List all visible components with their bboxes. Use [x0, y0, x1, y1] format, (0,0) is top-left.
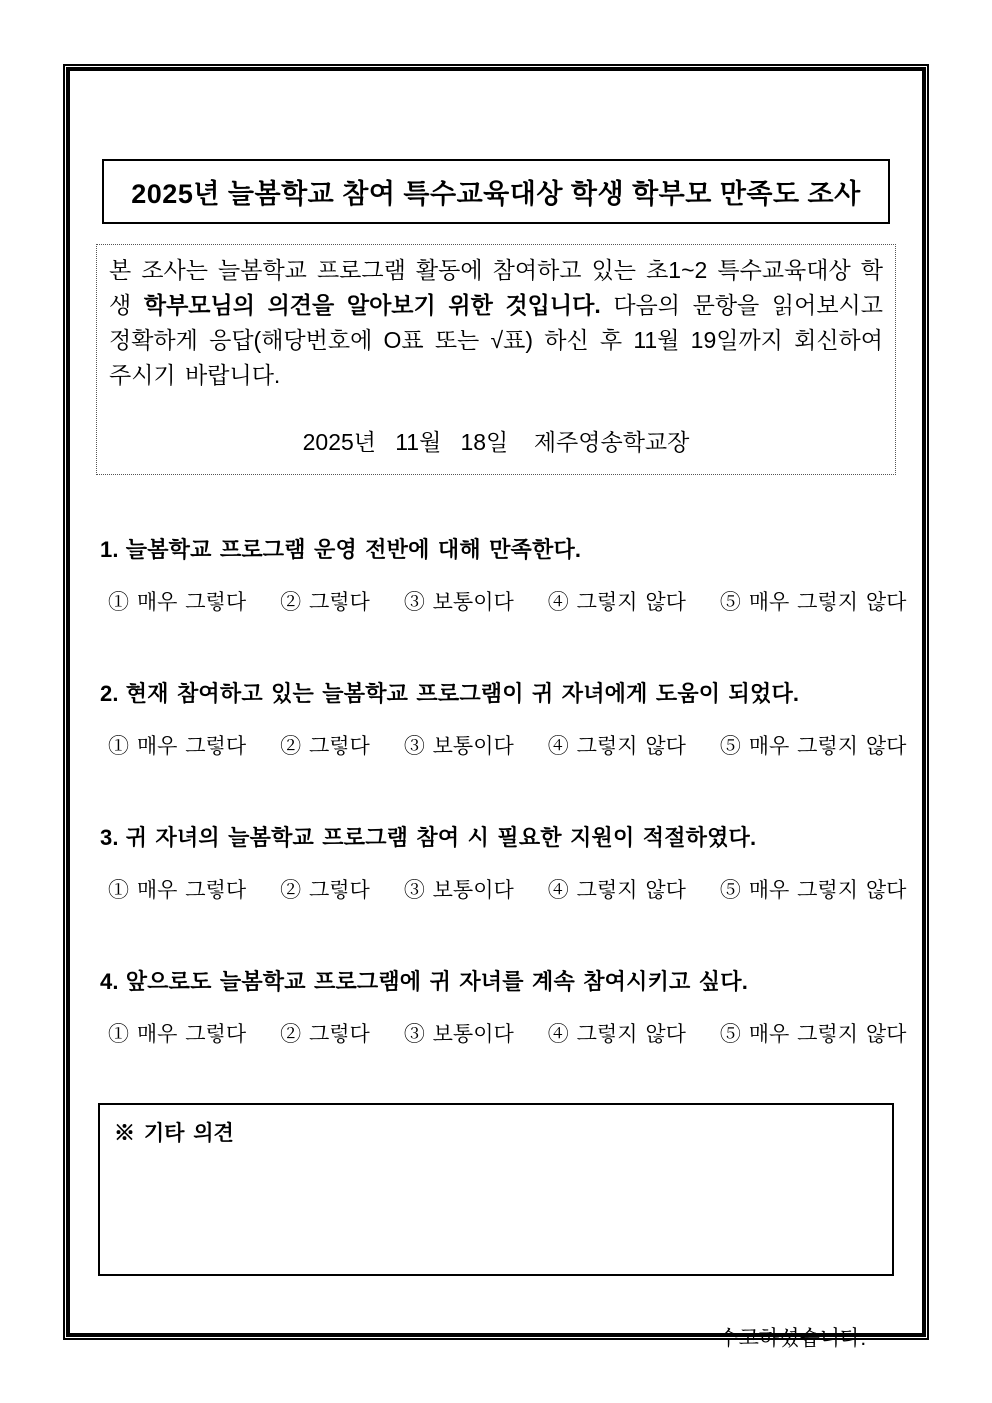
question-3-text: 귀 자녀의 늘봄학교 프로그램 참여 시 필요한 지원이 적절하였다.	[125, 825, 757, 850]
question-1-option-4: ④ 그렇지 않다	[547, 591, 686, 614]
question-4-text: 앞으로도 늘봄학교 프로그램에 귀 자녀를 계속 참여시키고 싶다.	[125, 969, 749, 994]
question-3-option-2: ② 그렇다	[280, 879, 370, 902]
question-3-option-1: ① 매우 그렇다	[108, 879, 247, 902]
question-1-option-1: ① 매우 그렇다	[108, 591, 247, 614]
question-4-option-4: ④ 그렇지 않다	[547, 1023, 686, 1046]
question-4-option-5: ⑤ 매우 그렇지 않다	[719, 1023, 907, 1046]
question-3-option-3: ③ 보통이다	[403, 879, 514, 902]
question-list	[96, 533, 907, 1048]
intro-text-2: 다음의 문항을 읽어보시고 정확하게 응답(해당번호에 O표 또는 √표) 하신 후 11월 19일까지 회신하여 주시기 바랍니다.	[109, 292, 883, 388]
question-1-option-5: ⑤ 매우 그렇지 않다	[719, 591, 907, 614]
question-4-option-1: ① 매우 그렇다	[108, 1023, 247, 1046]
question-3	[100, 821, 907, 904]
survey-title: 2025년 늘봄학교 참여 특수교육대상 학생 학부모 만족도 조사	[131, 179, 861, 209]
other-opinion-box	[98, 1103, 894, 1276]
question-1-option-2: ② 그렇다	[280, 591, 370, 614]
question-2-option-3: ③ 보통이다	[403, 735, 514, 758]
question-1-option-3: ③ 보통이다	[403, 591, 514, 614]
question-4-number: 4.	[100, 969, 119, 994]
intro-paragraph	[109, 253, 883, 393]
question-2	[100, 677, 907, 760]
question-2-option-2: ② 그렇다	[280, 735, 370, 758]
question-2-option-5: ⑤ 매우 그렇지 않다	[719, 735, 907, 758]
question-2-number: 2.	[100, 681, 119, 706]
closing-note: -- 수고하셨습니다. --	[696, 1327, 888, 1350]
question-4-option-3: ③ 보통이다	[403, 1023, 514, 1046]
intro-text-bold: 학부모님의 의견을 알아보기 위한 것입니다.	[143, 292, 601, 318]
intro-date-line: 2025년 11월 18일 제주영송학교장	[302, 429, 690, 455]
question-2-title	[100, 677, 892, 708]
question-2-options	[100, 730, 907, 760]
question-3-option-5: ⑤ 매우 그렇지 않다	[719, 879, 907, 902]
question-3-title	[100, 821, 892, 852]
question-4-title	[100, 965, 892, 996]
question-4	[100, 965, 907, 1048]
question-3-number: 3.	[100, 825, 119, 850]
question-1-number: 1.	[100, 537, 119, 562]
question-1-text: 늘봄학교 프로그램 운영 전반에 대해 만족한다.	[125, 537, 582, 562]
question-3-option-4: ④ 그렇지 않다	[547, 879, 686, 902]
question-2-option-4: ④ 그렇지 않다	[547, 735, 686, 758]
question-4-option-2: ② 그렇다	[280, 1023, 370, 1046]
question-1-options	[100, 586, 907, 616]
question-4-options	[100, 1018, 907, 1048]
survey-title-box	[102, 159, 890, 224]
question-1	[100, 533, 907, 616]
intro-box	[96, 244, 896, 475]
intro-text-1: 본 조사는 늘봄학교 프로그램 활동에 참여하고 있는 초1~2 특수교육대상 학생	[109, 257, 883, 318]
question-1-title	[100, 533, 892, 564]
other-opinion-label: ※ 기타 의견	[114, 1122, 234, 1145]
survey-page-frame	[66, 67, 926, 1350]
question-3-options	[100, 874, 907, 904]
question-2-option-1: ① 매우 그렇다	[108, 735, 247, 758]
question-2-text: 현재 참여하고 있는 늘봄학교 프로그램이 귀 자녀에게 도움이 되었다.	[125, 681, 800, 706]
